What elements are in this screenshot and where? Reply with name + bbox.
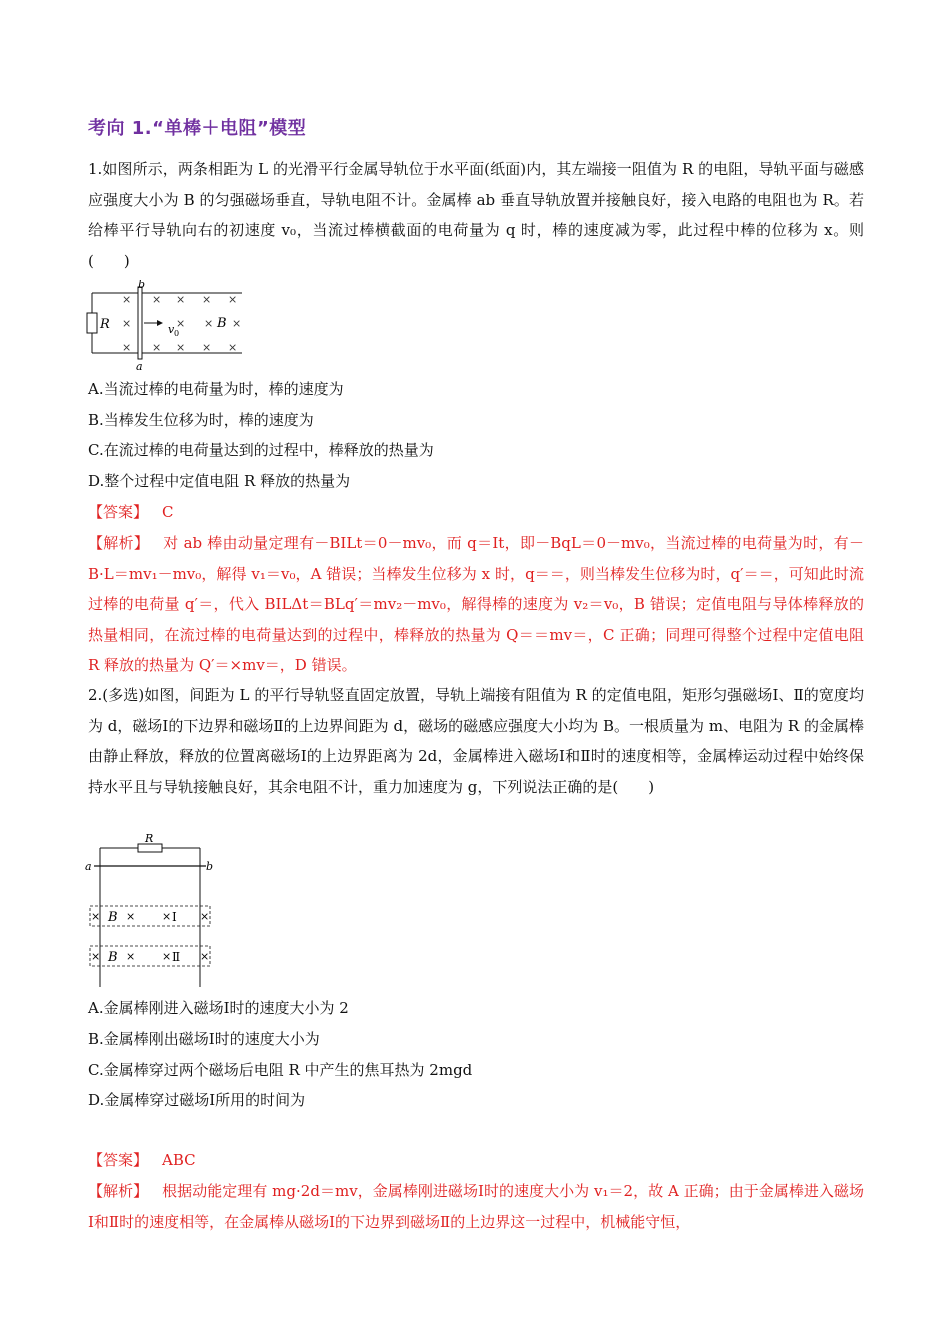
field-cross: × bbox=[232, 317, 242, 330]
label-b: b bbox=[206, 860, 214, 873]
field-cross: × bbox=[228, 293, 238, 306]
resistor-symbol bbox=[138, 844, 162, 852]
answer-tag: 【答案】 bbox=[88, 503, 149, 521]
label-a: a bbox=[136, 360, 143, 372]
q2-answer bbox=[88, 1145, 196, 1175]
field-cross: × bbox=[176, 317, 186, 330]
field-cross: × bbox=[176, 341, 186, 354]
question-2-stem: 2.(多选)如图，间距为 L 的平行导轨竖直固定放置，导轨上端接有阻值为 R 的定值电阻，矩形匀强磁场Ⅰ、Ⅱ的宽度均为 d，磁场Ⅰ的下边界和磁场Ⅱ的上边界间距为 d，磁场的磁感应强度大小均为 B。一根质量为 m、电阻为 R 的金属棒由静止释放，释放的位置离磁场Ⅰ的上边界距离为 2d，金属棒进入磁场Ⅰ和Ⅱ时的速度相等，金属棒运动过程中始终保持水平且与导轨接触良好，其余电阻不计，重力加速度为 g，下列说法正确的是( ) bbox=[88, 686, 864, 796]
answer-value: ABC bbox=[162, 1151, 196, 1169]
question-1-figure bbox=[84, 280, 254, 372]
label-R: R bbox=[145, 832, 154, 845]
analysis-tag: 【解析】 bbox=[88, 1182, 149, 1200]
field-cross: × bbox=[122, 293, 132, 306]
field-cross: × bbox=[162, 950, 172, 963]
field-cross: × bbox=[228, 341, 238, 354]
q1-analysis bbox=[88, 528, 864, 681]
field-cross: × bbox=[152, 341, 162, 354]
field-cross: × bbox=[200, 910, 210, 923]
field-cross: × bbox=[162, 910, 172, 923]
q1-option-d: D.整个过程中定值电阻 R 释放的热量为 bbox=[88, 472, 351, 490]
label-B: B bbox=[217, 316, 227, 331]
metal-rod bbox=[138, 287, 142, 359]
field-cross: × bbox=[122, 317, 132, 330]
q1-option-b: B.当棒发生位移为时，棒的速度为 bbox=[88, 411, 314, 429]
q1-option-a: A.当流过棒的电荷量为时，棒的速度为 bbox=[88, 380, 344, 398]
label-region-1: Ⅰ bbox=[172, 910, 177, 924]
label-B: B bbox=[108, 950, 118, 965]
section-heading: 考向 1.“单棒＋电阻”模型 bbox=[88, 118, 307, 139]
question-2-figure bbox=[84, 832, 219, 990]
answer-tag: 【答案】 bbox=[88, 1151, 149, 1169]
field-cross: × bbox=[200, 950, 210, 963]
field-cross: × bbox=[91, 910, 101, 923]
q2-option-b: B.金属棒刚出磁场Ⅰ时的速度大小为 bbox=[88, 1030, 320, 1048]
label-v-sub: 0 bbox=[174, 329, 180, 338]
field-cross: × bbox=[152, 293, 162, 306]
field-cross: × bbox=[204, 317, 214, 330]
field-cross: × bbox=[202, 341, 212, 354]
analysis-text: 根据动能定理有 mg·2d＝mv，金属棒刚进磁场Ⅰ时的速度大小为 v₁＝2，故 A 正确；由于金属棒进入磁场Ⅰ和Ⅱ时的速度相等，在金属棒从磁场Ⅰ的下边界到磁场Ⅱ的上边界这一过程中，机械能守恒， bbox=[88, 1182, 864, 1231]
q1-option-c: C.在流过棒的电荷量达到的过程中，棒释放的热量为 bbox=[88, 441, 434, 459]
analysis-text: 对 ab 棒由动量定理有－BILt＝0－mv₀，而 q＝It，即－BqL＝0－mv₀，当流过棒的电荷量为时，有－B·L＝mv₁－mv₀，解得 v₁＝v₀，A 错误；当棒发生位移为 x 时，q＝＝，则当棒发生位移为时，q′＝＝，可知此时流过棒的电荷量 q′＝，代入 BILΔt＝BLq′＝mv₂－mv₀，解得棒的速度为 v₂＝v₀，B 错误；定值电阻与导体棒释放的热量相同，在流过棒的电荷量达到的过程中，棒释放的热量为 Q＝＝mv＝，C 正确；同理可得整个过程中定值电阻 R 释放的热量为 Q′＝×mv＝，D 错误。 bbox=[88, 534, 864, 674]
label-B: B bbox=[108, 910, 118, 925]
field-cross: × bbox=[126, 950, 136, 963]
label-region-2: Ⅱ bbox=[172, 950, 181, 964]
label-b: b bbox=[138, 280, 146, 291]
field-cross: × bbox=[122, 341, 132, 354]
resistor-symbol bbox=[87, 313, 97, 333]
q2-analysis bbox=[88, 1176, 864, 1237]
answer-value: C bbox=[162, 503, 174, 521]
question-1-stem: 1.如图所示，两条相距为 L 的光滑平行金属导轨位于水平面(纸面)内，其左端接一阻值为 R 的电阻，导轨平面与磁感应强度大小为 B 的匀强磁场垂直，导轨电阻不计。金属棒 ab 垂直导轨放置并接触良好，接入电路的电阻也为 R。若给棒平行导轨向右的初速度 v₀，当流过棒横截面的电荷量为 q 时，棒的速度减为零，此过程中棒的位移为 x。则( ) bbox=[88, 160, 864, 270]
field-cross: × bbox=[91, 950, 101, 963]
field-cross: × bbox=[176, 293, 186, 306]
q2-option-c: C.金属棒穿过两个磁场后电阻 R 中产生的焦耳热为 2mgd bbox=[88, 1061, 473, 1079]
q1-answer bbox=[88, 497, 174, 527]
analysis-tag: 【解析】 bbox=[88, 534, 150, 552]
q2-option-a: A.金属棒刚进入磁场Ⅰ时的速度大小为 2 bbox=[88, 999, 349, 1017]
q2-option-d: D.金属棒穿过磁场Ⅰ所用的时间为 bbox=[88, 1091, 306, 1109]
field-cross: × bbox=[126, 910, 136, 923]
field-cross: × bbox=[202, 293, 212, 306]
label-R: R bbox=[100, 317, 110, 332]
label-v: v bbox=[168, 323, 175, 336]
label-a: a bbox=[85, 860, 92, 873]
